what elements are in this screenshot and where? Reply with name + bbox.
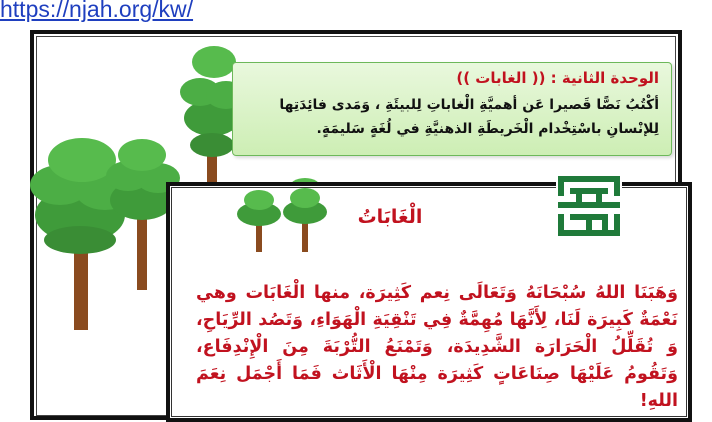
task-instruction-text: أكْتُبُ نَصًّا قَصيرا عَن أهميَّةِ الْغاباتِ لِلبيئَةِ ، وَمَدى فائِدَتِها لِلإنْسانِ باسْتِخْدام الْخَريطَةِ الذهنيَّةِ في لُغَةٍ سَليمَةٍ. (279, 97, 659, 137)
passage-body-text: وَهَبَنَا اللهُ سُبْحَانَهُ وَتَعَالَى نِعم كَثِيرَة، منها الْغَابَات وهي نَعْمَةٌ كَبِيرَة لَنَا، لِأَنَّهَا مُهِمَّةٌ فِي تَنْقِيَةِ الْهَوَاءِ، وَتَصُد الرِّيَاحِ، وَ تُقَلِّلُ الْحَرَارَة الشَّدِيدَة، وَتَمْنَعُ التُّرْبَةَ مِنَ الْإِنْدِفَاع، وَتَقُومُ عَلَيْهَا صِنَاعَاتٍ كَثِيرَة مِنْهَا الْأَثَاث فَمَا أَجْمَل نِعَمَ اللهِ! (196, 283, 678, 411)
unit-title: الوحدة الثانية : (( الغابات )) (456, 69, 659, 87)
passage-trees-icon (226, 186, 336, 256)
task-instruction-box (232, 62, 672, 156)
passage-heading: الْغَابَاتُ (357, 206, 423, 228)
source-url-link[interactable]: https://njah.org/kw/ (0, 0, 194, 22)
kufic-seal-logo (556, 174, 622, 238)
